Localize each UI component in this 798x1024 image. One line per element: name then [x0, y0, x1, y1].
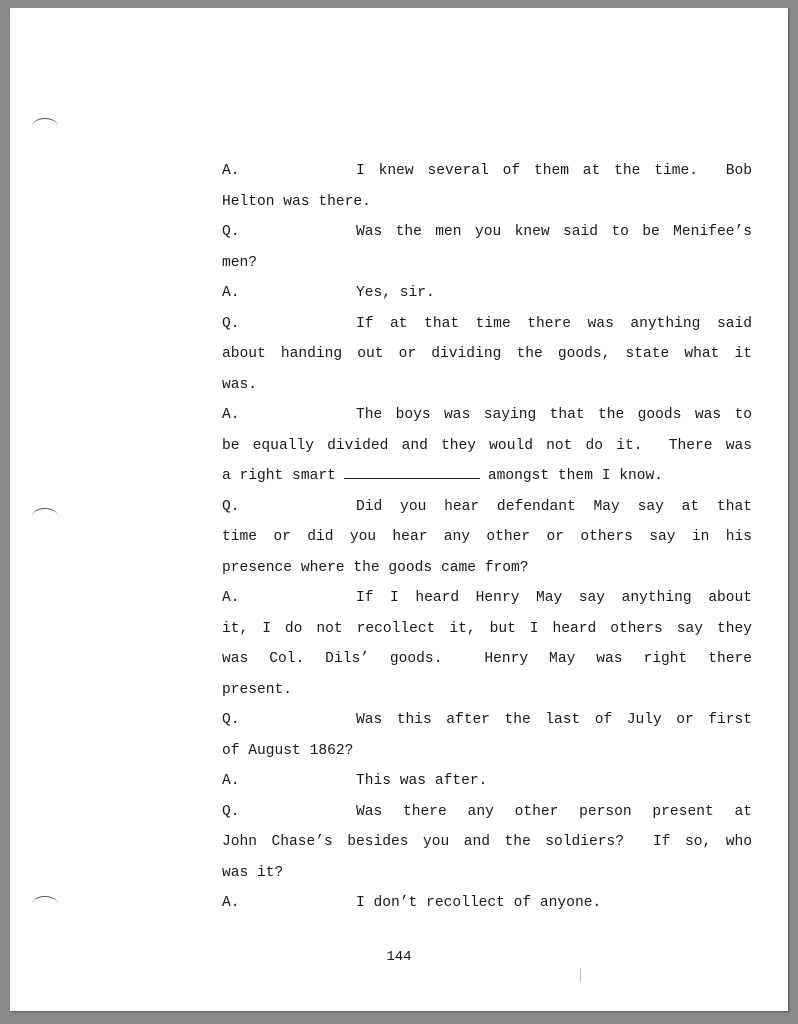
transcript-entry	[222, 705, 752, 766]
transcript-line	[222, 400, 752, 431]
transcript-line	[222, 339, 752, 370]
transcript-line	[222, 431, 752, 462]
line-text: This was after.	[356, 773, 488, 789]
speaker-label: Q.	[222, 803, 240, 820]
transcript-entry	[222, 797, 752, 889]
line-text: men?	[222, 254, 258, 271]
transcript-entry	[222, 492, 752, 584]
line-text: it, I do not recollect it, but I heard others say they	[222, 620, 752, 637]
line-text: If I heard Henry May say anything about	[356, 590, 752, 606]
blank-underline	[344, 463, 480, 479]
transcript-line	[222, 248, 752, 279]
transcript-line	[222, 522, 752, 553]
line-text: If at that time there was anything said	[356, 315, 752, 332]
transcript-entry	[222, 400, 752, 492]
transcript-line	[222, 705, 752, 736]
line-text: time or did you hear any other or others say in his	[222, 529, 752, 545]
transcript-line	[222, 492, 752, 523]
line-text: be equally divided and they would not do it. There was	[222, 437, 752, 454]
line-text: Was this after the last of July or first	[356, 712, 752, 728]
scan-speck	[580, 968, 581, 982]
transcript-line	[222, 278, 752, 309]
line-text: Was there any other person present at	[356, 803, 752, 820]
transcript-line	[222, 766, 752, 797]
transcript-line	[222, 797, 752, 828]
transcript-line	[222, 217, 752, 248]
line-text: was it?	[222, 864, 284, 881]
transcript-line	[222, 736, 752, 767]
transcript-entry	[222, 888, 752, 919]
punch-hole-mark	[32, 508, 58, 525]
line-text: Helton was there.	[222, 193, 371, 210]
transcript-line	[222, 644, 752, 675]
speaker-label: A.	[222, 590, 240, 606]
transcript-entry	[222, 583, 752, 705]
transcript-line	[222, 827, 752, 858]
line-text: Was the men you knew said to be Menifee’s	[356, 224, 752, 240]
speaker-label: A.	[222, 285, 240, 301]
punch-hole-mark	[32, 896, 58, 913]
transcript-body	[222, 156, 752, 919]
line-text: present.	[222, 681, 293, 698]
line-text: was.	[222, 376, 258, 393]
transcript-entry	[222, 217, 752, 278]
line-text: of August 1862?	[222, 742, 354, 759]
transcript-line	[222, 370, 752, 401]
transcript-line	[222, 309, 752, 340]
transcript-line	[222, 156, 752, 187]
speaker-label: A.	[222, 407, 240, 423]
line-text: I don’t recollect of anyone.	[356, 895, 602, 911]
speaker-label: Q.	[222, 712, 240, 728]
speaker-label: Q.	[222, 224, 240, 240]
line-text: about handing out or dividing the goods, state what it	[222, 346, 752, 362]
speaker-label: Q.	[222, 315, 240, 332]
line-text: Yes, sir.	[356, 285, 435, 301]
transcript-line	[222, 614, 752, 645]
transcript-entry	[222, 766, 752, 797]
document-page	[10, 8, 788, 1011]
line-text: Did you hear defendant May say at that	[356, 498, 752, 515]
line-text: was Col. Dils’ goods. Henry May was right there	[222, 651, 752, 667]
transcript-line	[222, 583, 752, 614]
transcript-line	[222, 675, 752, 706]
transcript-line	[222, 888, 752, 919]
transcript-line	[222, 858, 752, 889]
speaker-label: A.	[222, 163, 240, 179]
line-text: presence where the goods came from?	[222, 559, 529, 576]
line-text-after-blank: amongst them I know.	[487, 468, 664, 484]
speaker-label: Q.	[222, 498, 240, 515]
punch-hole-mark	[32, 118, 58, 135]
transcript-line	[222, 187, 752, 218]
line-text: The boys was saying that the goods was to	[356, 407, 752, 423]
transcript-entry	[222, 309, 752, 401]
page-number: 144	[386, 949, 412, 965]
line-text: I knew several of them at the time. Bob	[356, 163, 752, 179]
transcript-line	[222, 553, 752, 584]
transcript-line	[222, 461, 752, 492]
speaker-label: A.	[222, 895, 240, 911]
line-text: John Chase’s besides you and the soldiers? If so, who	[222, 834, 752, 850]
line-text-before-blank: a right smart	[222, 468, 336, 484]
transcript-entry	[222, 156, 752, 217]
transcript-entry	[222, 278, 752, 309]
line-text	[222, 461, 752, 492]
speaker-label: A.	[222, 773, 240, 789]
